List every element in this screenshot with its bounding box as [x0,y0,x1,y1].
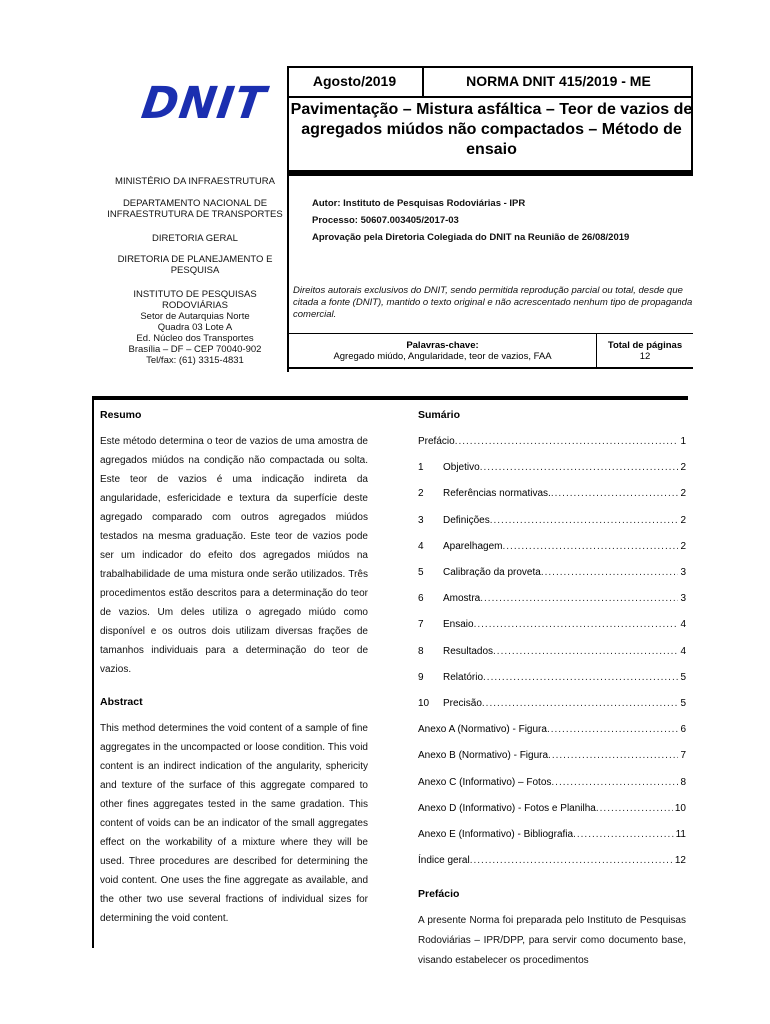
toc-entry-label: Anexo D (Informativo) - Fotos e Planilha [418,802,596,814]
toc-entry-label: Calibração da proveta [443,567,541,578]
toc-leader-dots [493,646,678,657]
toc-entry-number: 3 [418,514,424,526]
toc-entry[interactable] [418,488,686,499]
toc-entry-page: 3 [680,593,686,605]
toc-entry-label: Precisão [443,698,482,709]
toc-entry-page: 2 [680,540,686,552]
toc-entry-label: Anexo A (Normativo) - Figura [418,724,547,736]
toc-entry-page: 6 [680,724,686,736]
toc-leader-dots [551,777,678,788]
header-norma: NORMA DNIT 415/2019 - ME [466,73,651,89]
toc-entry[interactable] [418,646,686,657]
toc-entry-number: 10 [418,698,430,709]
toc-entry-page: 2 [680,488,686,500]
copyright-notice: Direitos autorais exclusivos do DNIT, sendo permitida reprodução parcial ou total, desde que citada a fonte (DNIT), mantido o texto original e não acrescentado nenhum tipo de propaganda comercial. [293,285,693,320]
toc-entry[interactable] [418,698,686,709]
toc-entry[interactable] [418,777,686,788]
toc-entry[interactable] [418,855,686,866]
toc-leader-dots [480,593,678,604]
abstract-text: This method determines the void content of a sample of fine aggregates in the uncompacted or loose condition. This void content is an indirect indication of the angularity, sphericity and texture of the surface of this aggregate compared to other fines aggregates tested in the same gradation. This content of voids can be an indicator of the small aggregates effect on the workability of a mixture where they will be used. Three procedures are described for determining the void content. One uses the fine aggregate as available, and the other two use several fractions of individual sizes for determining the void content. [100,723,368,924]
toc-entry-label: Ensaio [443,619,474,631]
toc-entry-page: 2 [680,462,686,474]
total-pages-value: 12 [639,351,651,362]
toc-entry-label: Aparelhagem [443,540,503,552]
toc-leader-dots [474,619,679,630]
ministry-line: MINISTÉRIO DA INFRAESTRUTURA [115,176,275,187]
toc-entry[interactable] [418,593,686,604]
toc-entry[interactable] [418,672,686,683]
resumo-heading: Resumo [100,409,142,421]
toc-entry-page: 5 [680,671,686,683]
address-line-2: Quadra 03 Lote A [157,322,233,333]
toc-leader-dots [548,750,678,761]
toc-leader-dots [541,567,679,578]
author-line: Autor: Instituto de Pesquisas Rodoviárias - IPR [312,198,526,209]
toc-entry-label: Definições [443,514,490,526]
toc-entry-page: 1 [680,436,686,447]
toc-leader-dots [502,541,678,552]
toc-entry-label: Referências normativas. [443,488,551,500]
toc-entry-label: Anexo C (Informativo) – Fotos [418,776,552,788]
toc-entry-label: Objetivo [443,462,480,474]
header-date: Agosto/2019 [287,66,424,98]
address-line-3: Ed. Núcleo dos Transportes [136,333,254,344]
toc-entry[interactable] [418,541,686,552]
toc-leader-dots [455,436,679,447]
toc-entry-number: 7 [418,619,424,631]
toc-entry-label: Resultados [443,645,494,657]
address-line-4: Brasília – DF – CEP 70040-902 [128,344,262,355]
toc-entry-number: 8 [418,645,424,657]
prefacio-heading: Prefácio [418,888,460,900]
toc-entry-page: 5 [680,698,686,709]
prefacio-text: A presente Norma foi preparada pelo Instituto de Pesquisas Rodoviárias – IPR/DPP, para servir como documento base, visando estabelecer os procedimentos [418,915,686,966]
ipr-name: INSTITUTO DE PESQUISAS RODOVIÁRIAS [133,289,257,311]
approval-line: Aprovação pela Diretoria Colegiada do DNIT na Reunião de 26/08/2019 [312,232,630,243]
toc-leader-dots [547,724,679,735]
toc-entry-number: 6 [418,593,424,605]
toc-leader-dots [596,803,673,814]
sumario-heading: Sumário [418,409,461,421]
toc-entry-number: 5 [418,567,424,578]
keywords-value: Agregado miúdo, Angularidade, teor de vazios, FAA [333,351,552,362]
department-name: DEPARTAMENTO NACIONAL DE INFRAESTRUTURA DE TRANSPORTES [107,198,283,220]
toc-entry-number: 1 [418,462,424,474]
diretoria-geral: DIRETORIA GERAL [152,233,238,244]
toc-entry-number: 2 [418,488,424,500]
total-pages-label: Total de páginas [607,340,683,351]
body-top-border [92,396,688,400]
toc-entry[interactable] [418,462,686,473]
address-phone: Tel/fax: (61) 3315-4831 [146,355,244,366]
toc-entry-label: Anexo B (Normativo) - Figura [418,750,549,762]
toc-entry-page: 4 [680,619,686,631]
toc-leader-dots [480,462,679,473]
toc-leader-dots [490,515,679,526]
header-left-border [287,66,289,372]
toc-entry-number: 9 [418,671,424,683]
toc-entry-page: 7 [680,750,686,762]
toc-entry-page: 11 [675,829,686,840]
toc-entry[interactable] [418,619,686,630]
toc-entry-label: Amostra [443,593,481,605]
toc-leader-dots [573,829,674,840]
header-divider [287,170,693,176]
toc-entry-page: 10 [674,802,686,814]
toc-entry[interactable] [418,803,686,814]
toc-entry[interactable] [418,515,686,526]
document-title: Pavimentação – Mistura asfáltica – Teor de vazios de agregados miúdos não compactados – Método de ensaio [290,101,693,158]
toc-entry-page: 12 [674,855,686,867]
diretoria-planejamento: DIRETORIA DE PLANEJAMENTO E PESQUISA [117,254,273,276]
toc-entry-page: 2 [680,514,686,526]
toc-entry[interactable] [418,567,686,578]
address-line-1: Setor de Autarquias Norte [140,311,250,322]
toc-entry-label: Anexo E (Informativo) - Bibliografia [418,829,574,840]
toc-entry[interactable] [418,829,686,840]
toc-entry[interactable] [418,436,686,447]
toc-leader-dots [482,698,679,709]
keywords-label: Palavras-chave: [406,340,479,351]
body-left-border [92,396,94,948]
toc-entry[interactable] [418,750,686,761]
toc-entry-label: Índice geral [418,855,470,867]
toc-leader-dots [483,672,678,683]
toc-entry-label: Prefácio [418,436,455,447]
toc-entry-number: 4 [418,540,424,552]
toc-leader-dots [470,855,673,866]
toc-entry[interactable] [418,724,686,735]
table-of-contents [418,436,686,866]
process-line: Processo: 50607.003405/2017-03 [312,215,459,226]
toc-entry-page: 3 [680,567,686,578]
abstract-heading: Abstract [100,696,143,708]
toc-entry-page: 8 [680,776,686,788]
toc-entry-page: 4 [680,645,686,657]
toc-leader-dots [551,488,679,499]
toc-entry-label: Relatório [443,671,484,683]
dnit-logo: DNIT [138,78,270,129]
resumo-text: Este método determina o teor de vazios de uma amostra de agregados miúdos na condição não compactada ou solta. Este teor de vazios é uma indicação indireta da angularidade, esfericidade e textura da superfície deste agregado comparado com outros agregados miúdos testados na mesma graduação. Este teor de vazios pode ser um indicador do efeito dos agregados miúdos na trabalhabilidade de uma mistura onde serão utilizados. Três procedimentos estão descritos para a determinação do teor de vazios. Um deles utiliza o agregado miúdo como disponível e os outros dois utilizam diversas frações de tamanhos individuais para a determinação do teor de vazios. [100,436,368,675]
